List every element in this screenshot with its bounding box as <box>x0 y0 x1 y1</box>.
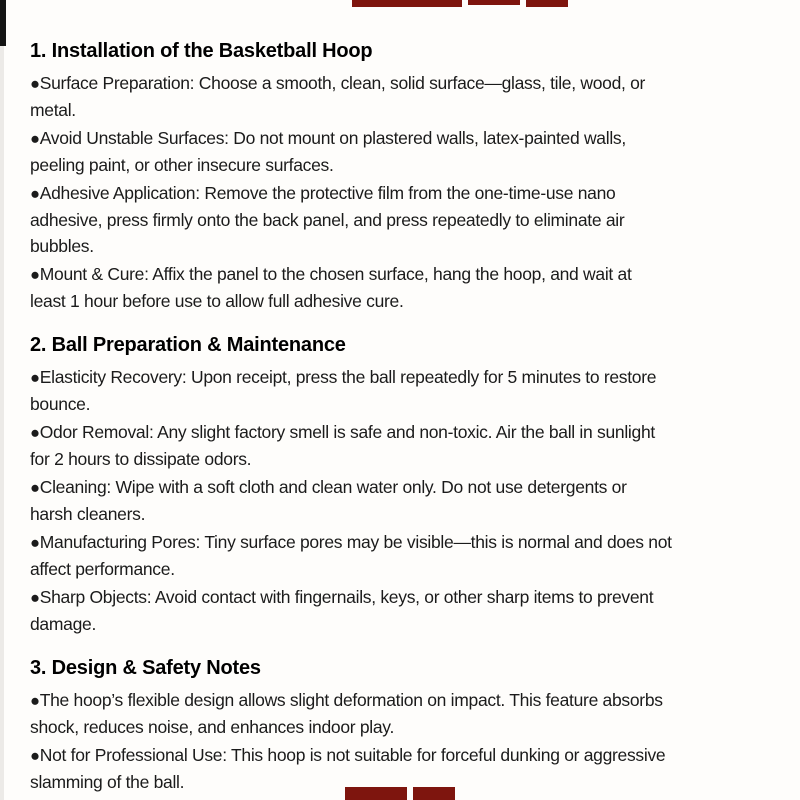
bullet-line: affect performance. <box>30 559 175 579</box>
bullet-line: Elasticity Recovery: Upon receipt, press the ball repeatedly for 5 minutes to restore <box>39 367 657 387</box>
bullet-dot-icon: ● <box>30 184 40 203</box>
section-heading-design-safety: 3. Design & Safety Notes <box>30 657 261 679</box>
bullet-dot-icon: ● <box>30 691 40 710</box>
bullet-line: damage. <box>30 614 97 634</box>
instruction-document <box>30 0 775 797</box>
left-edge-artifact-mark <box>0 0 6 46</box>
bullet-line: Cleaning: Wipe with a soft cloth and clean water only. Do not use detergents or <box>39 477 627 497</box>
bullet-item <box>30 180 775 259</box>
bullet-item <box>30 261 775 314</box>
left-edge-artifact-strip <box>0 0 4 800</box>
bullet-line: Adhesive Application: Remove the protective film from the one-time-use nano <box>39 183 616 203</box>
bullet-item <box>30 70 775 123</box>
bullet-item <box>30 474 775 527</box>
bullet-line: Odor Removal: Any slight factory smell is safe and non-toxic. Air the ball in sunlight <box>39 422 655 442</box>
bullet-dot-icon: ● <box>30 265 40 284</box>
bullet-line: metal. <box>30 100 76 120</box>
bullet-line: Manufacturing Pores: Tiny surface pores may be visible—this is normal and does not <box>39 532 672 552</box>
bullet-item <box>30 364 775 417</box>
bullet-dot-icon: ● <box>30 368 40 387</box>
bullet-line: The hoop’s flexible design allows slight deformation on impact. This feature absorbs <box>39 690 663 710</box>
bullet-item <box>30 419 775 472</box>
bullet-line: peeling paint, or other insecure surfaces. <box>30 155 334 175</box>
bullet-dot-icon: ● <box>30 74 40 93</box>
bullet-dot-icon: ● <box>30 746 40 765</box>
bullet-line: Sharp Objects: Avoid contact with fingernails, keys, or other sharp items to prevent <box>39 587 654 607</box>
bullet-line: slamming of the ball. <box>30 772 185 792</box>
bullet-line: harsh cleaners. <box>30 504 146 524</box>
cropped-text-fragment <box>413 787 455 800</box>
bullet-item <box>30 687 775 740</box>
bullet-line: for 2 hours to dissipate odors. <box>30 449 252 469</box>
bullet-line: Surface Preparation: Choose a smooth, clean, solid surface—glass, tile, wood, or <box>39 73 646 93</box>
cropped-red-heading-bottom <box>345 787 455 800</box>
section-heading-installation: 1. Installation of the Basketball Hoop <box>30 40 373 62</box>
bullet-line: least 1 hour before use to allow full adhesive cure. <box>30 291 404 311</box>
bullet-line: bounce. <box>30 394 91 414</box>
bullet-line: adhesive, press firmly onto the back panel, and press repeatedly to eliminate air <box>30 210 625 230</box>
bullet-line: Mount & Cure: Affix the panel to the chosen surface, hang the hoop, and wait at <box>39 264 632 284</box>
bullet-line: bubbles. <box>30 236 94 256</box>
bullet-dot-icon: ● <box>30 129 40 148</box>
bullet-item <box>30 125 775 178</box>
cropped-text-fragment <box>345 787 407 800</box>
bullet-item <box>30 584 775 637</box>
bullet-line: Avoid Unstable Surfaces: Do not mount on plastered walls, latex-painted walls, <box>39 128 626 148</box>
bullet-dot-icon: ● <box>30 588 40 607</box>
bullet-item <box>30 529 775 582</box>
section-heading-ball-maintenance: 2. Ball Preparation & Maintenance <box>30 334 346 356</box>
bullet-dot-icon: ● <box>30 423 40 442</box>
bullet-line: shock, reduces noise, and enhances indoor play. <box>30 717 395 737</box>
bullet-dot-icon: ● <box>30 533 40 552</box>
bullet-dot-icon: ● <box>30 478 40 497</box>
bullet-line: Not for Professional Use: This hoop is not suitable for forceful dunking or aggressive <box>39 745 666 765</box>
